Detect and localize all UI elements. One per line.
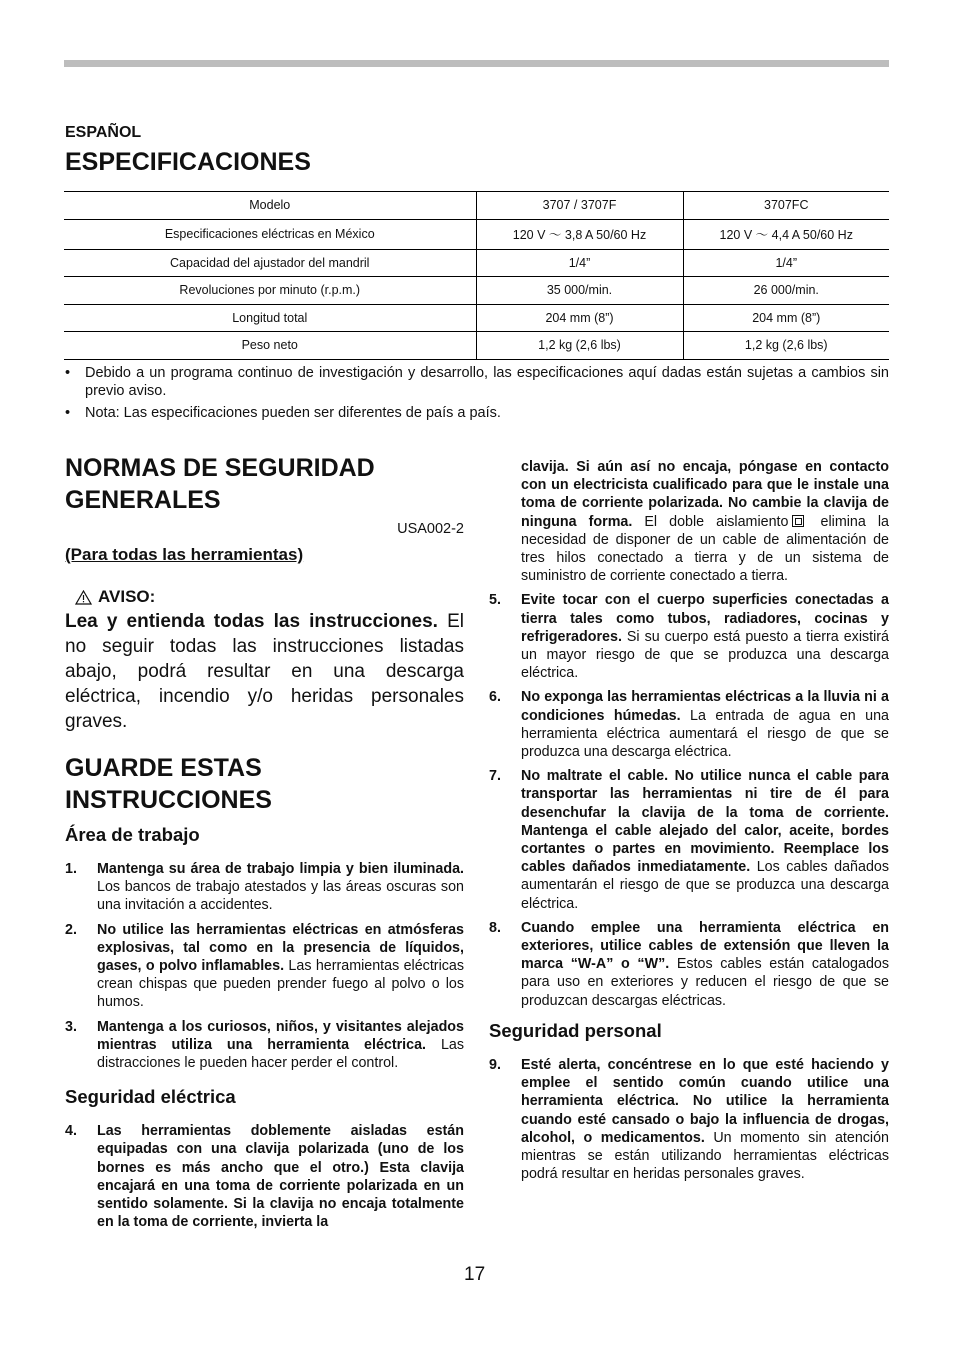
table-cell: Longitud total	[64, 304, 476, 332]
table-row	[64, 192, 889, 220]
item-number: 1.	[65, 861, 77, 877]
specs-heading: ESPECIFICACIONES	[65, 148, 311, 176]
item-bold: Evite tocar con el cuerpo superficies conectadas a tierra tales como tubos, radiadores, cocinas y refrigeradores.	[521, 592, 889, 645]
item-body	[521, 591, 889, 682]
item-bold: Mantenga a los curiosos, niños, y visitantes alejados mientras utiliza una herramienta eléctrica.	[97, 1018, 464, 1053]
item-bold: clavija. Si aún así no encaja, póngase en contacto con un electricista cualificado para que le instale una toma de corriente polarizada. No cambie la clavija de ninguna forma.	[521, 459, 889, 530]
item-bold: No exponga las herramientas eléctricas a la lluvia ni a condiciones húmedas.	[521, 689, 889, 724]
table-cell: 204 mm (8”)	[476, 304, 683, 332]
list-item	[489, 591, 889, 682]
item-text: Las distracciones le pueden hacer perder el control.	[97, 1036, 464, 1072]
table-cell: Revoluciones por minuto (r.p.m.)	[64, 277, 476, 305]
safety-subtitle: (Para todas las herramientas)	[65, 545, 304, 564]
warning-text	[65, 609, 464, 734]
item-number: 5.	[489, 592, 501, 609]
electrica-heading: Seguridad eléctrica	[65, 1086, 236, 1108]
table-cell: Capacidad del ajustador del mandril	[64, 249, 476, 277]
item-number: 3.	[65, 1018, 77, 1035]
table-cell: 3707 / 3707F	[476, 192, 683, 220]
electrica-list	[489, 591, 889, 1009]
item-bold: Cuando emplee una herramienta eléctrica en exteriores, utilice cables de extensión que lleven la marca “W-A” o “W”.	[521, 919, 889, 973]
table-row	[64, 219, 889, 249]
item-number: 6.	[489, 689, 501, 706]
item-text: Estos cables están catalogados para uso en exteriores y reducen el riesgo de que se produzcan descargas eléctricas.	[521, 956, 889, 1009]
area-list	[65, 860, 464, 1072]
note-text: Debido a un programa continuo de investigación y desarrollo, las especificaciones aquí dadas están sujetas a cambios sin previo aviso.	[85, 365, 889, 399]
table-cell: 35 000/min.	[476, 277, 683, 305]
table-cell: Modelo	[64, 192, 476, 220]
table-cell: 1,2 kg (2,6 lbs)	[683, 332, 889, 360]
guarde-heading-line1: GUARDE ESTAS	[65, 754, 262, 782]
item-body	[97, 1018, 464, 1073]
page-number: 17	[464, 1264, 486, 1285]
bullet: •	[65, 405, 71, 421]
table-cell: 1,2 kg (2,6 lbs)	[476, 332, 683, 360]
warning-bold: Lea y entienda todas las instrucciones.	[65, 611, 438, 632]
item-text: Un momento sin atención mientras se están utilizando herramientas eléctricas podrá resultar en heridas personales graves.	[521, 1129, 890, 1183]
item-text: El doble aislamiento	[632, 513, 789, 530]
item-number: 4.	[65, 1123, 77, 1140]
table-cell: Peso neto	[64, 332, 476, 360]
table-cell: 120 V ～ 3,8 A 50/60 Hz	[476, 219, 683, 249]
safety-heading-line1: NORMAS DE SEGURIDAD	[65, 454, 375, 482]
note-item	[65, 404, 889, 422]
list-item	[489, 1056, 889, 1183]
top-rule	[64, 60, 889, 67]
language-label: ESPAÑOL	[65, 124, 142, 141]
table-row	[64, 277, 889, 305]
list-item	[65, 921, 464, 1012]
item-text: Si su cuerpo está puesto a tierra existirá un mayor riesgo de que se produzca una descarga eléctrica.	[521, 628, 889, 682]
guarde-heading-line2: INSTRUCCIONES	[65, 786, 272, 814]
guarde-heading	[65, 752, 464, 816]
specs-table	[64, 191, 889, 360]
item-bold: Las herramientas doblemente aisladas están equipadas con una clavija polarizada (uno de los bornes es más ancho que el otro.) Esta clavija encajará en una toma de corriente polarizada en un sentido solamente. Si la clavija no encaja totalmente en la toma de corriente, invierta la	[97, 1123, 464, 1231]
note-item	[65, 364, 889, 400]
personal-list	[489, 1056, 889, 1183]
item-text: Las herramientas eléctricas crean chispas que pueden prender fuego al polvo o los humos.	[97, 958, 464, 1011]
item-number: 9.	[489, 1056, 501, 1073]
list-item	[65, 1122, 464, 1231]
item-bold: Esté alerta, concéntrese en lo que esté haciendo y emplee el sentido común cuando utilice una herramienta eléctrica. No utilice la herramienta cuando esté cansado o bajo la influencia de drogas, alcohol, o medicamentos.	[521, 1056, 889, 1146]
list-item	[65, 860, 464, 915]
warning-label-text: AVISO:	[98, 587, 156, 606]
item-body	[97, 921, 464, 1012]
item-number: 7.	[489, 768, 501, 785]
safety-heading-line2: GENERALES	[65, 486, 221, 514]
table-cell: 1/4”	[476, 249, 683, 277]
item-bold: No maltrate el cable. No utilice nunca el cable para transportar las herramientas ni tire de él para desenchufar la clavija de la toma de corriente. Mantenga el cable alejado del calor, aceite, bordes cortantes o partes en movimiento. Reemplace los cables dañados inmediatamente.	[521, 768, 889, 876]
item-text: elimina la necesidad de disponer de un cable de alimentación de tres hilos conectado a tierra y de un sistema de suministro de corriente conectado a tierra.	[521, 513, 889, 585]
list-item	[65, 1018, 464, 1073]
warning-body: El no seguir todas las instrucciones listadas abajo, podrá resultar en una descarga eléctrica, incendio y/o heridas personales graves.	[65, 611, 464, 732]
item-body	[521, 919, 889, 1010]
item-bold: No utilice las herramientas eléctricas en atmósferas explosivas, tal como en la presencia de líquidos, gases, o polvo inflamables.	[97, 921, 464, 975]
table-cell: 204 mm (8”)	[683, 304, 889, 332]
spec-notes	[65, 364, 889, 426]
warning-label	[65, 587, 464, 607]
document-code: USA002-2	[397, 521, 464, 537]
item-body	[521, 767, 889, 913]
item-number: 8.	[489, 919, 501, 936]
table-cell: 1/4”	[683, 249, 889, 277]
left-column	[65, 452, 464, 1237]
table-row	[64, 332, 889, 360]
table-cell: 3707FC	[683, 192, 889, 220]
table-row	[64, 249, 889, 277]
item-text: La entrada de agua en una herramienta eléctrica aumentará el riesgo de que se produzca una descarga eléctrica.	[521, 707, 889, 761]
note-text: Nota: Las especificaciones pueden ser diferentes de país a país.	[85, 405, 501, 421]
warning-triangle-icon	[75, 590, 92, 605]
bullet: •	[65, 365, 71, 381]
area-heading: Área de trabajo	[65, 824, 200, 845]
right-column	[489, 458, 889, 1189]
double-insulation-icon	[792, 515, 804, 527]
item-bold: Mantenga su área de trabajo limpia y bien iluminada.	[97, 861, 464, 877]
item-text: Los cables dañados aumentarán el riesgo de que se produzca una descarga eléctrica.	[521, 859, 889, 912]
item-4-continuation	[521, 458, 889, 585]
personal-heading: Seguridad personal	[489, 1019, 662, 1041]
table-cell: 120 V ～ 4,4 A 50/60 Hz	[683, 219, 889, 249]
item-text: Los bancos de trabajo atestados y las áreas oscuras son una invitación a accidentes.	[97, 879, 464, 914]
table-row	[64, 304, 889, 332]
list-item	[489, 688, 889, 761]
list-item	[489, 767, 889, 913]
item-body	[97, 860, 464, 915]
list-item	[489, 919, 889, 1010]
item-number: 2.	[65, 921, 77, 938]
item-body	[521, 1056, 889, 1183]
table-cell: Especificaciones eléctricas en México	[64, 219, 476, 249]
table-cell: 26 000/min.	[683, 277, 889, 305]
safety-heading	[65, 452, 464, 516]
item-body	[521, 688, 889, 761]
